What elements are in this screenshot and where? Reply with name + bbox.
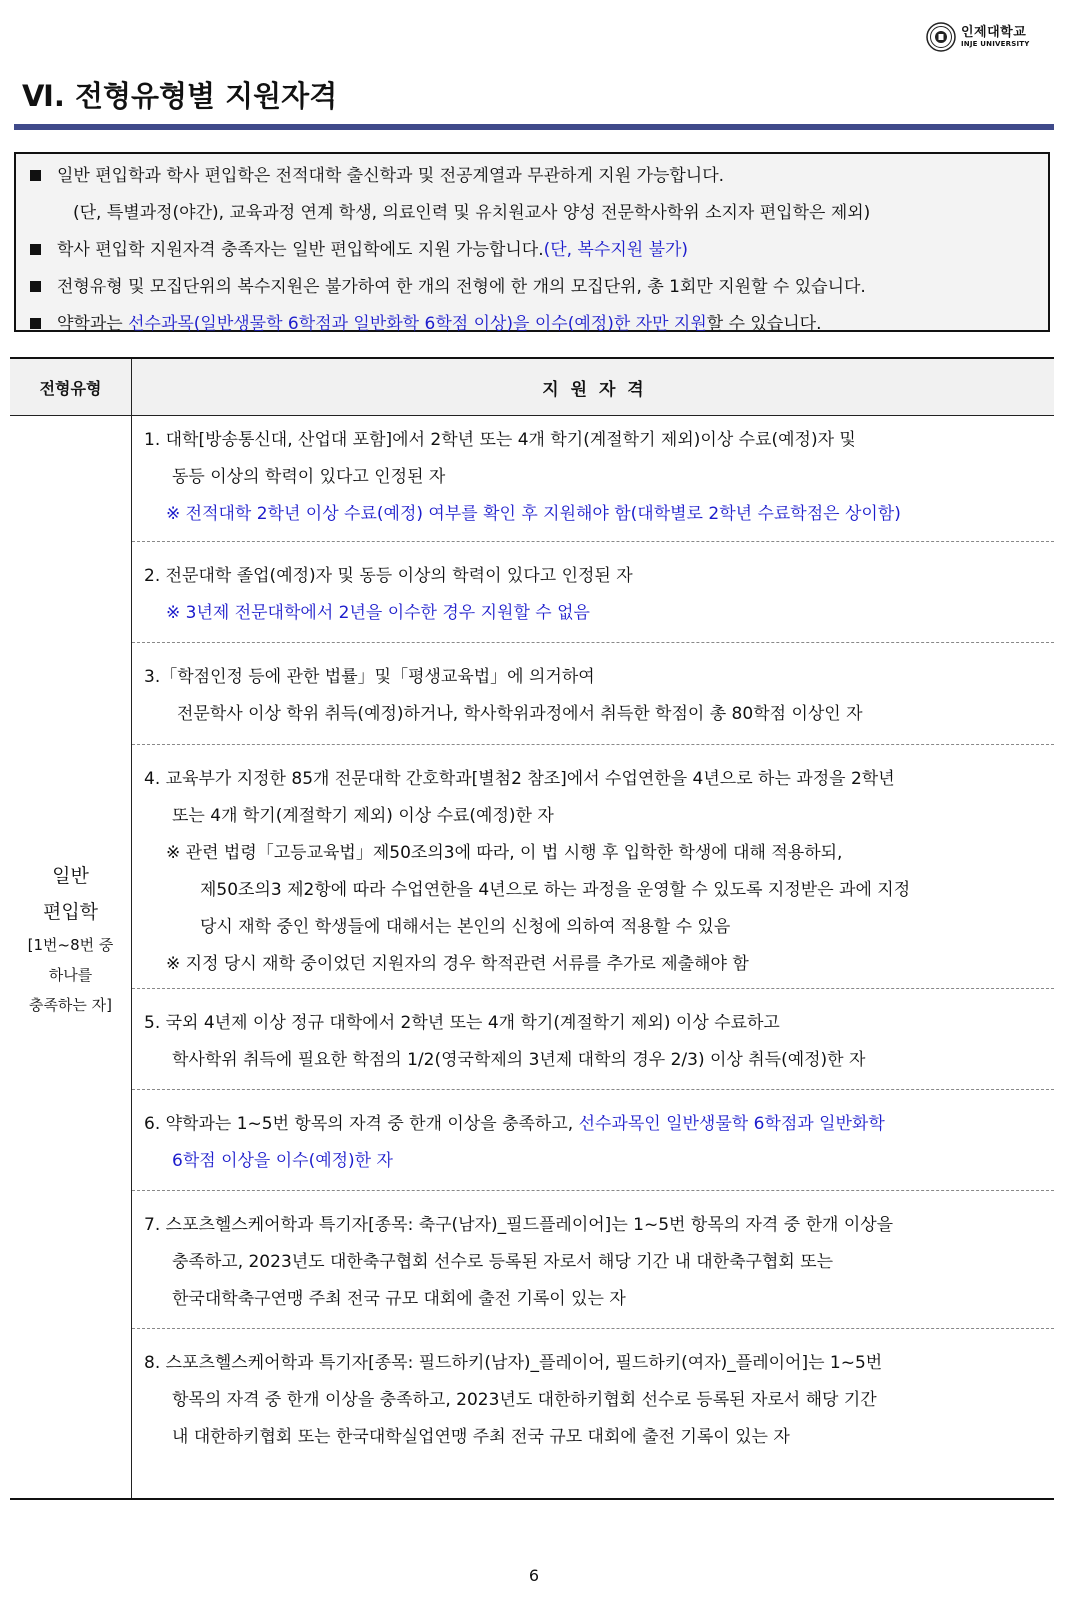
notice-line: 일반 편입학과 학사 편입학은 전적대학 출신학과 및 전공계열과 무관하게 지원 가능합니다. <box>16 158 1048 195</box>
admission-type-note: 충족하는 자] <box>28 996 113 1014</box>
qualification-item-2: 2. 전문대학 졸업(예정)자 및 동등 이상의 학력이 있다고 인정된 자 ※ 3년제 전문대학에서 2년을 이수한 경우 지원할 수 없음 <box>144 566 633 623</box>
qualification-item-5: 5. 국외 4년제 이상 정규 대학에서 2학년 또는 4개 학기(계절학기 제외) 이상 수료하고 학사학위 취득에 필요한 학점의 1/2(영국학제의 3년제 대학의 경우 2/3) 이상 취득(예정)한 자 <box>144 1013 866 1070</box>
admission-type-cell <box>10 858 131 1020</box>
table-header-type: 전형유형 <box>39 378 102 398</box>
admission-type-name: 일반 <box>52 865 89 887</box>
item-divider <box>132 988 1054 989</box>
table-header-divider <box>10 415 1054 416</box>
logo-korean-name: 인제대학교 <box>961 25 1027 40</box>
item-divider <box>132 1089 1054 1090</box>
qualification-item-1: 1. 대학[방송통신대, 산업대 포함]에서 2학년 또는 4개 학기(계절학기 제외)이상 수료(예정)자 및 동등 이상의 학력이 있다고 인정된 자 ※ 전적대학 2학년 이상 수료(예정) 여부를 확인 후 지원해야 함(대학별로 2학년 수료학점은 상이함) <box>144 430 901 524</box>
logo-english-name: INJE UNIVERSITY <box>961 40 1030 48</box>
table-header-qualification: 지 원 자 격 <box>542 379 644 400</box>
qualification-item-8: 8. 스포츠헬스케어학과 특기자[종목: 필드하키(남자)_플레이어, 필드하키(여자)_플레이어]는 1~5번 항목의 자격 중 한개 이상을 충족하고, 2023년도 대한하키협회 선수로 등록된 자로서 해당 기간 내 대한하키협회 또는 한국대학실업연맹 주최 전국 규모 대회에 출전 기록이 있는 자 <box>144 1353 883 1447</box>
admission-type-name: 편입학 <box>42 901 99 923</box>
square-bullet-icon <box>30 170 41 181</box>
notice-line: 약학과는 선수과목(일반생물학 6학점과 일반화학 6학점 이상)을 이수(예정)한 자만 지원할 수 있습니다. <box>16 306 1048 343</box>
qualification-item-6: 6. 약학과는 1~5번 항목의 자격 중 한개 이상을 충족하고, 선수과목인 일반생물학 6학점과 일반화학 6학점 이상을 이수(예정)한 자 <box>144 1114 885 1171</box>
square-bullet-icon <box>30 281 41 292</box>
notice-line: 학사 편입학 지원자격 충족자는 일반 편입학에도 지원 가능합니다.(단, 복수지원 불가) <box>16 232 1048 269</box>
table-bottom-border <box>10 1498 1054 1500</box>
notice-box <box>14 152 1050 332</box>
admission-type-note: 하나를 <box>48 966 93 984</box>
page-number: 6 <box>528 1566 540 1585</box>
title-divider <box>14 124 1054 130</box>
qualification-item-4: 4. 교육부가 지정한 85개 전문대학 간호학과[별첨2 참조]에서 수업연한을 4년으로 하는 과정을 2학년 또는 4개 학기(계절학기 제외) 이상 수료(예정)한 자 ※ 관련 법령「고등교육법」제50조의3에 따라, 이 법 시행 후 입학한 학생에 대해 적용하되, 제50조의3 제2항에 따라 수업연한을 4년으로 하는 과정을 운영할 수 있도록 지정받은 과에 지정 당시 재학 중인 학생들에 대해서는 본인의 신청에 의하여 적용할 수 있음 ※ 지정 당시 재학 중이었던 지원자의 경우 학적관련 서류를 추가로 제출해야 함 <box>144 769 911 974</box>
section-title: Ⅵ. 전형유형별 지원자격 <box>22 79 338 113</box>
qualification-item-3: 3.「학점인정 등에 관한 법률」및「평생교육법」에 의거하여 전문학사 이상 학위 취득(예정)하거나, 학사학위과정에서 취득한 학점이 총 80학점 이상인 자 <box>144 667 863 724</box>
notice-line: (단, 특별과정(야간), 교육과정 연계 학생, 의료인력 및 유치원교사 양성 전문학사학위 소지자 편입학은 제외) <box>73 203 871 223</box>
item-divider <box>132 1328 1054 1329</box>
qualification-item-7: 7. 스포츠헬스케어학과 특기자[종목: 축구(남자)_필드플레이어]는 1~5번 항목의 자격 중 한개 이상을 충족하고, 2023년도 대한축구협회 선수로 등록된 자로서 해당 기간 내 대한축구협회 또는 한국대학축구연맹 주최 전국 규모 대회에 출전 기록이 있는 자 <box>144 1215 894 1309</box>
admission-type-note: [1번~8번 중 <box>27 936 114 954</box>
university-logo <box>926 20 1030 54</box>
notice-line: 전형유형 및 모집단위의 복수지원은 불가하여 한 개의 전형에 한 개의 모집단위, 총 1회만 지원할 수 있습니다. <box>16 269 1048 306</box>
item-divider <box>132 1190 1054 1191</box>
university-seal-icon <box>926 22 956 52</box>
square-bullet-icon <box>30 318 41 329</box>
item-divider <box>132 541 1054 542</box>
item-divider <box>132 744 1054 745</box>
item-divider <box>132 642 1054 643</box>
square-bullet-icon <box>30 244 41 255</box>
